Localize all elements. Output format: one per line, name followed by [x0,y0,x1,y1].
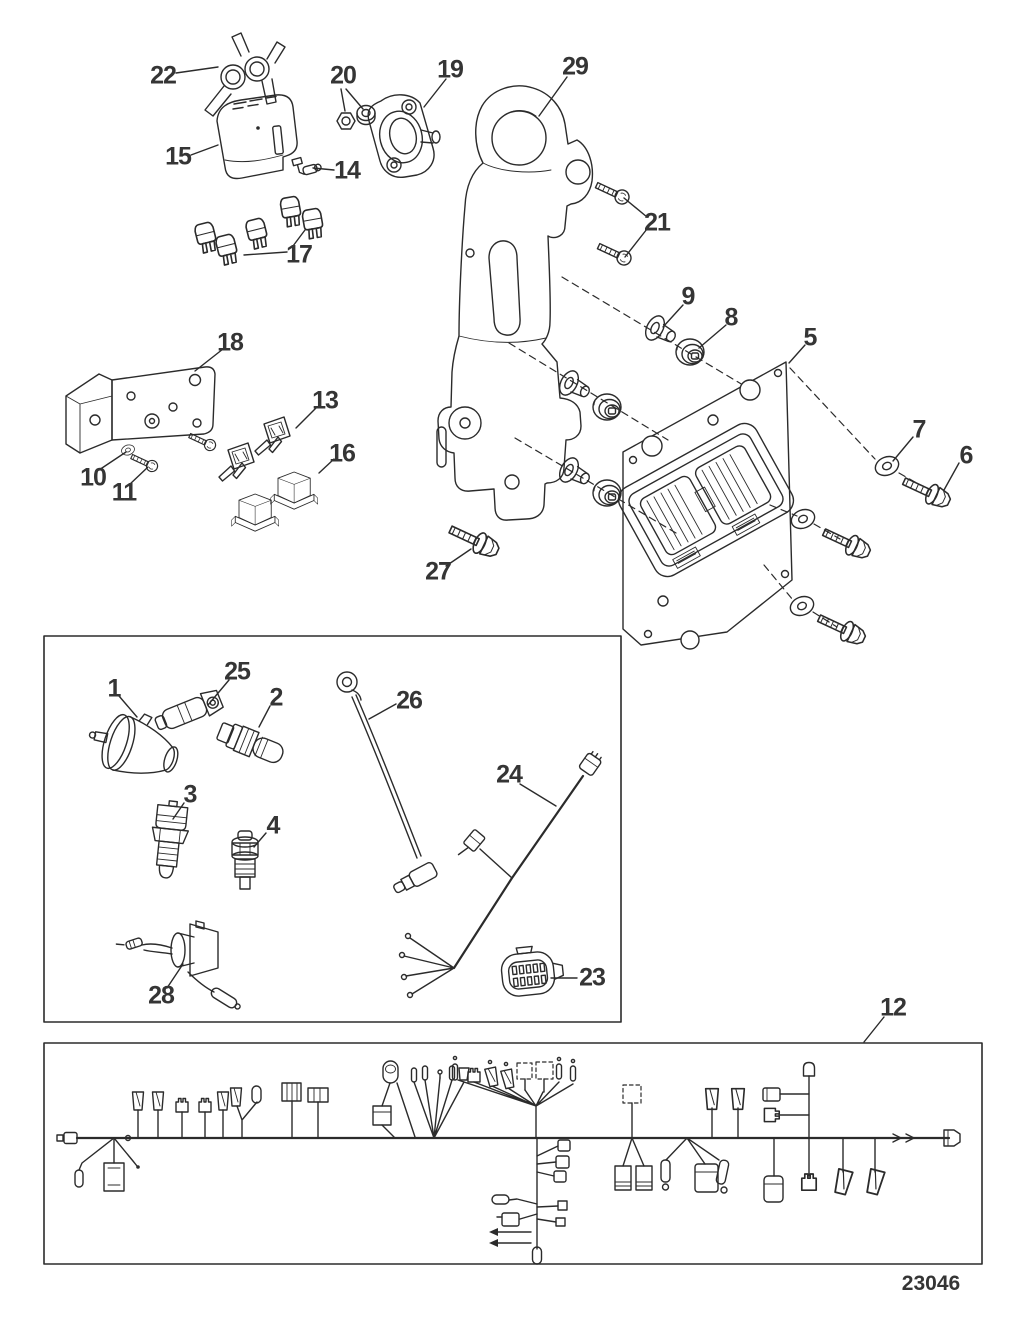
callout-27: 27 [425,557,451,586]
callout-9: 9 [681,282,695,311]
callout-15: 15 [165,142,191,171]
callout-7: 7 [912,415,926,444]
callout-5: 5 [803,323,817,352]
callout-22: 22 [150,61,176,90]
callout-26: 26 [396,686,422,715]
callout-12: 12 [880,993,906,1022]
callout-21: 21 [644,208,670,237]
callout-11: 11 [111,478,137,507]
callout-20: 20 [330,61,356,90]
callout-23: 23 [579,963,605,992]
callout-17: 17 [286,240,312,269]
callout-6: 6 [959,441,973,470]
callout-4: 4 [266,811,280,840]
callout-25: 25 [224,657,250,686]
callout-10: 10 [80,463,106,492]
callout-29: 29 [562,52,588,81]
drawing-number: 23046 [901,1272,961,1295]
callout-18: 18 [217,328,243,357]
callout-16: 16 [329,439,355,468]
callout-24: 24 [496,760,522,789]
callout-14: 14 [334,156,360,185]
callout-3: 3 [183,780,197,809]
callout-8: 8 [724,303,738,332]
callout-19: 19 [437,55,463,84]
callout-2: 2 [269,683,283,712]
callout-13: 13 [312,386,338,415]
callout-28: 28 [148,981,174,1010]
callout-1: 1 [107,674,121,703]
